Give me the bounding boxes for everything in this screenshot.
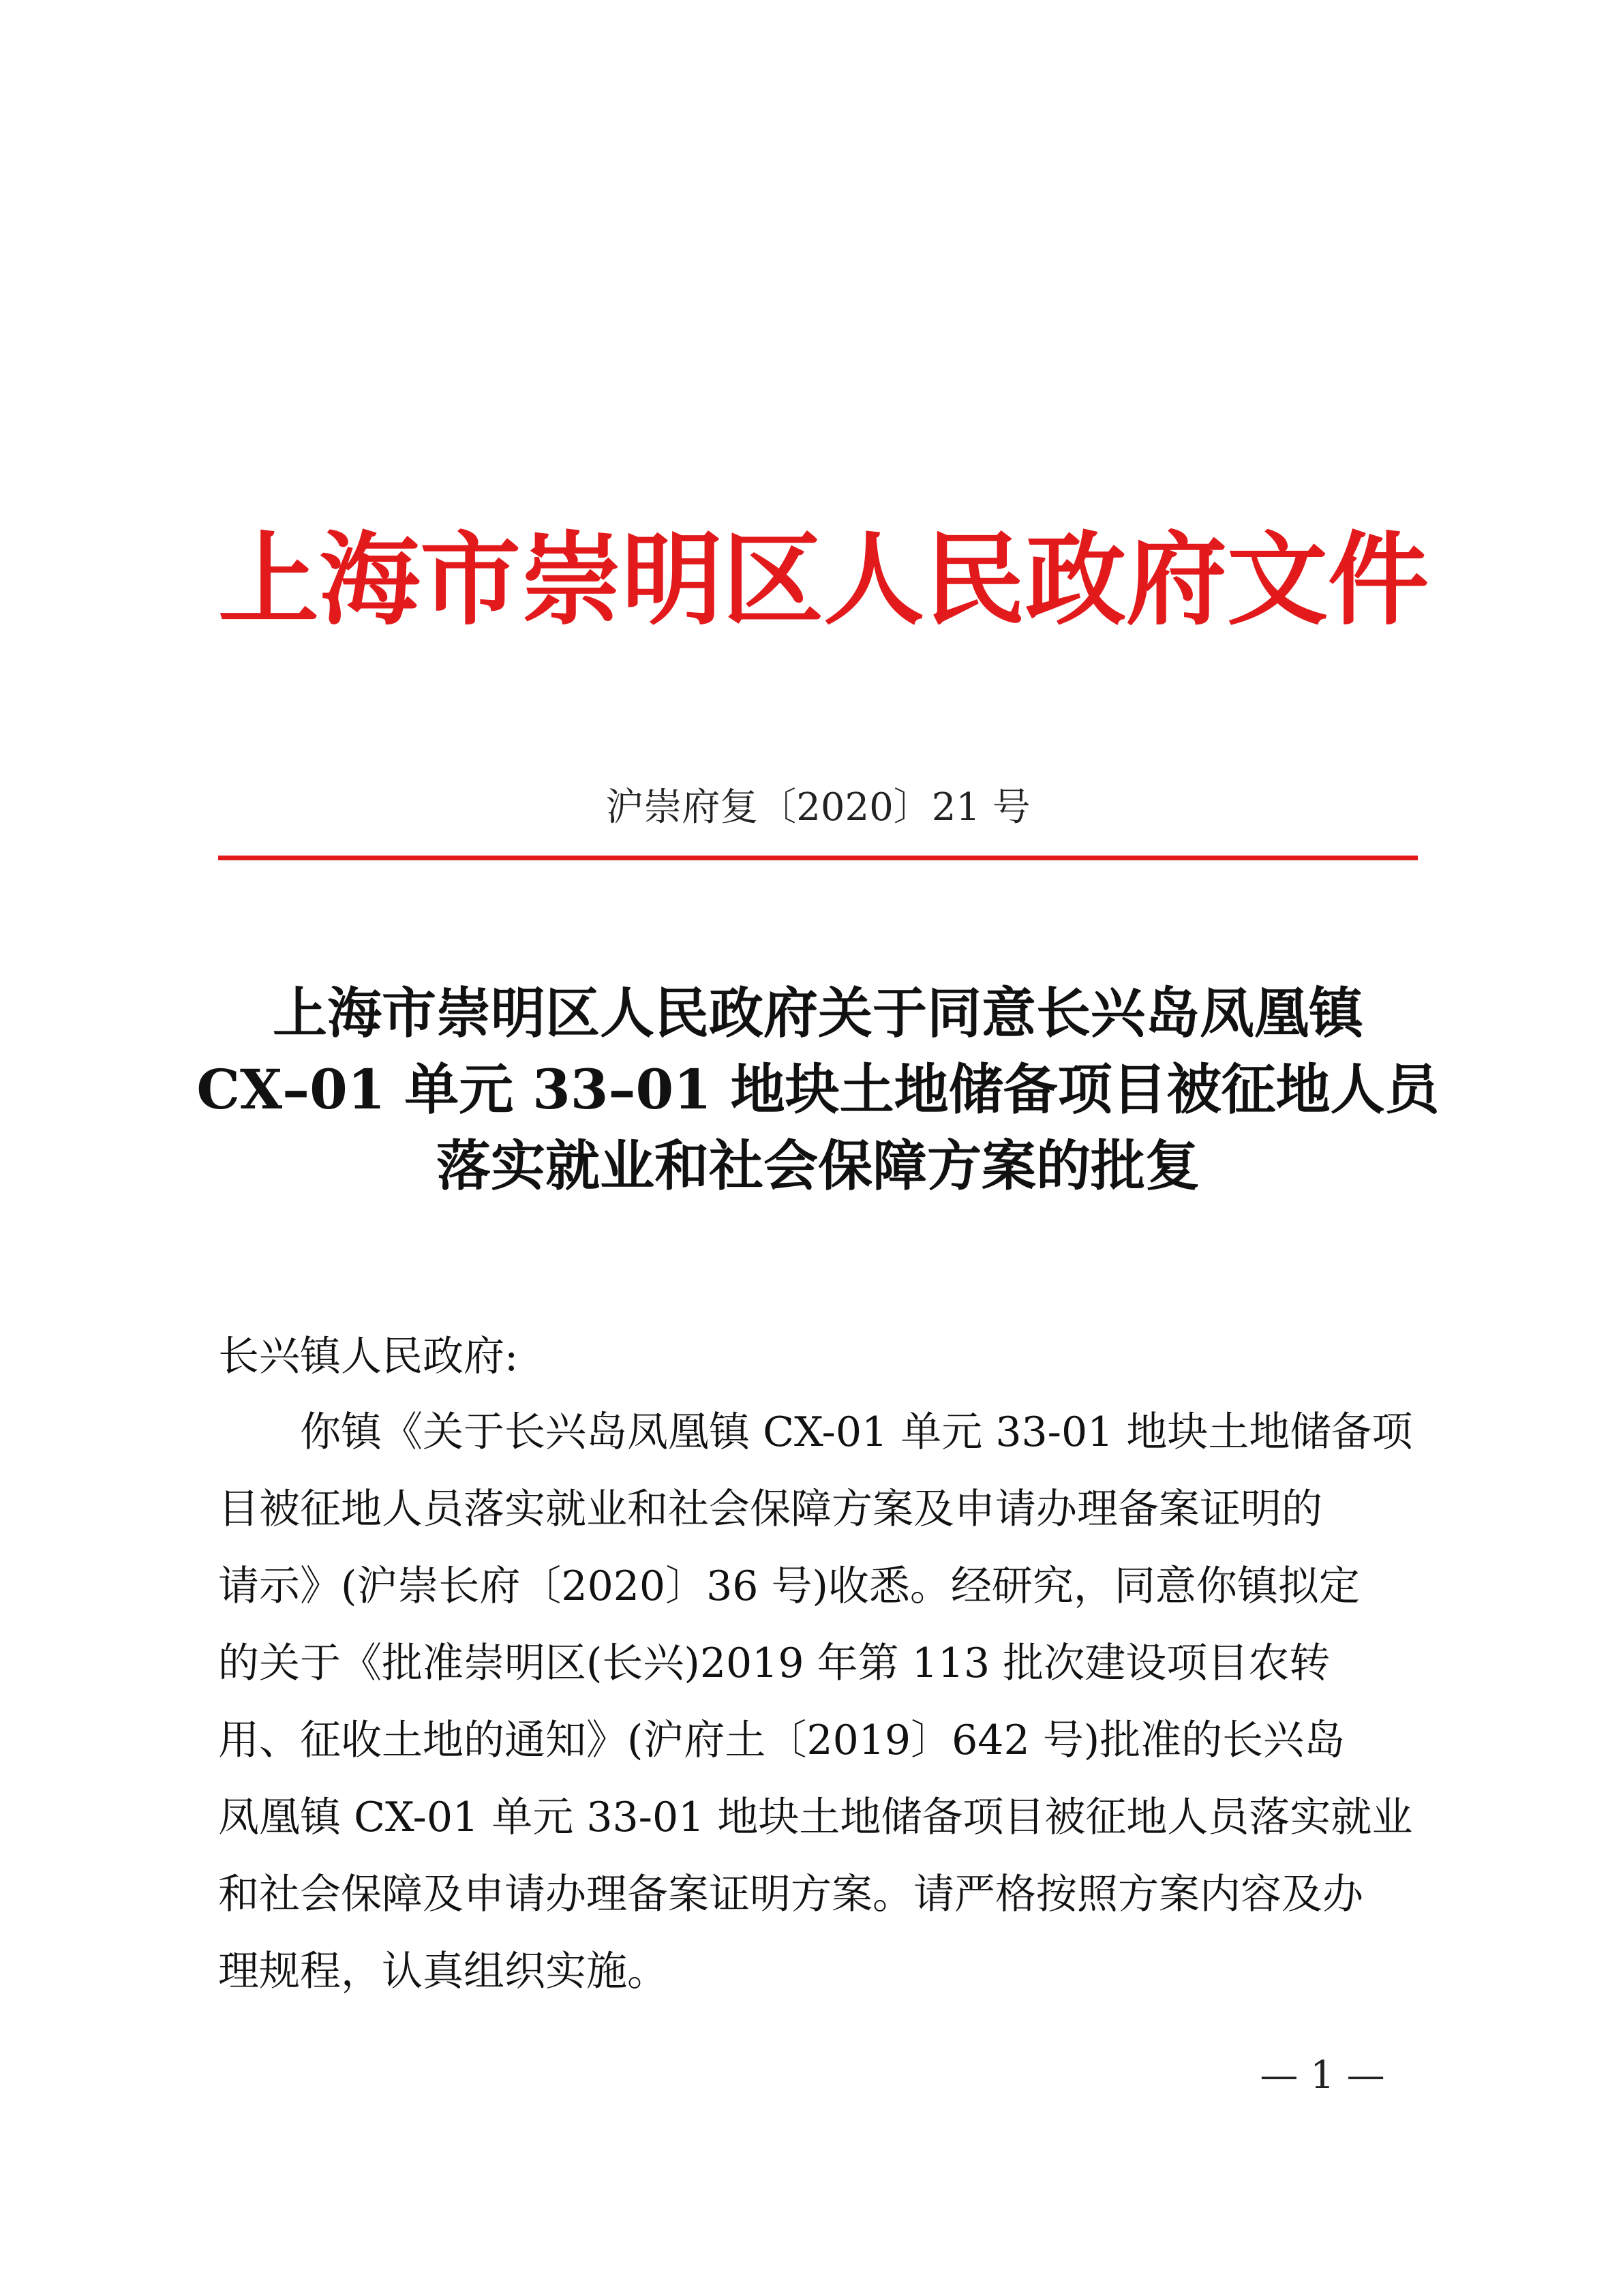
issuing-authority-title: 上海市崇明区人民政府文件 [218,520,1429,639]
document-title [184,975,1452,1204]
body-line: 的关于《批准崇明区(长兴)2019 年第 113 批次建设项目农转 [218,1640,1331,1687]
page-number: — 1 — [1260,2053,1385,2098]
body-line: 目被征地人员落实就业和社会保障方案及申请办理备案证明的 [218,1485,1322,1533]
body-line: 凤凰镇 CX-01 单元 33-01 地块土地储备项目被征地人员落实就业 [218,1794,1413,1841]
body-line: 理规程，认真组织实施。 [218,1948,668,1995]
addressee: 长兴镇人民政府: [218,1333,519,1380]
document-title-line: 上海市崇明区人民政府关于同意长兴岛凤凰镇 [273,981,1363,1045]
body-line: 用、征收土地的通知》(沪府土〔2019〕642 号)批准的长兴岛 [218,1717,1346,1764]
body-line: 你镇《关于长兴岛凤凰镇 CX-01 单元 33-01 地块土地储备项 [300,1408,1413,1456]
document-number: 沪崇府复〔2020〕21 号 [605,785,1031,830]
body-line: 和社会保障及申请办理备案证明方案。请严格按照方案内容及办 [218,1871,1363,1918]
document-title-line: CX–01 单元 33–01 地块土地储备项目被征地人员 [196,1057,1440,1121]
document-title-line: 落实就业和社会保障方案的批复 [436,1134,1200,1198]
document-body [218,1394,1418,2010]
body-line: 请示》(沪崇长府〔2020〕36 号)收悉。经研究，同意你镇拟定 [218,1562,1360,1610]
red-divider-line [218,856,1418,860]
